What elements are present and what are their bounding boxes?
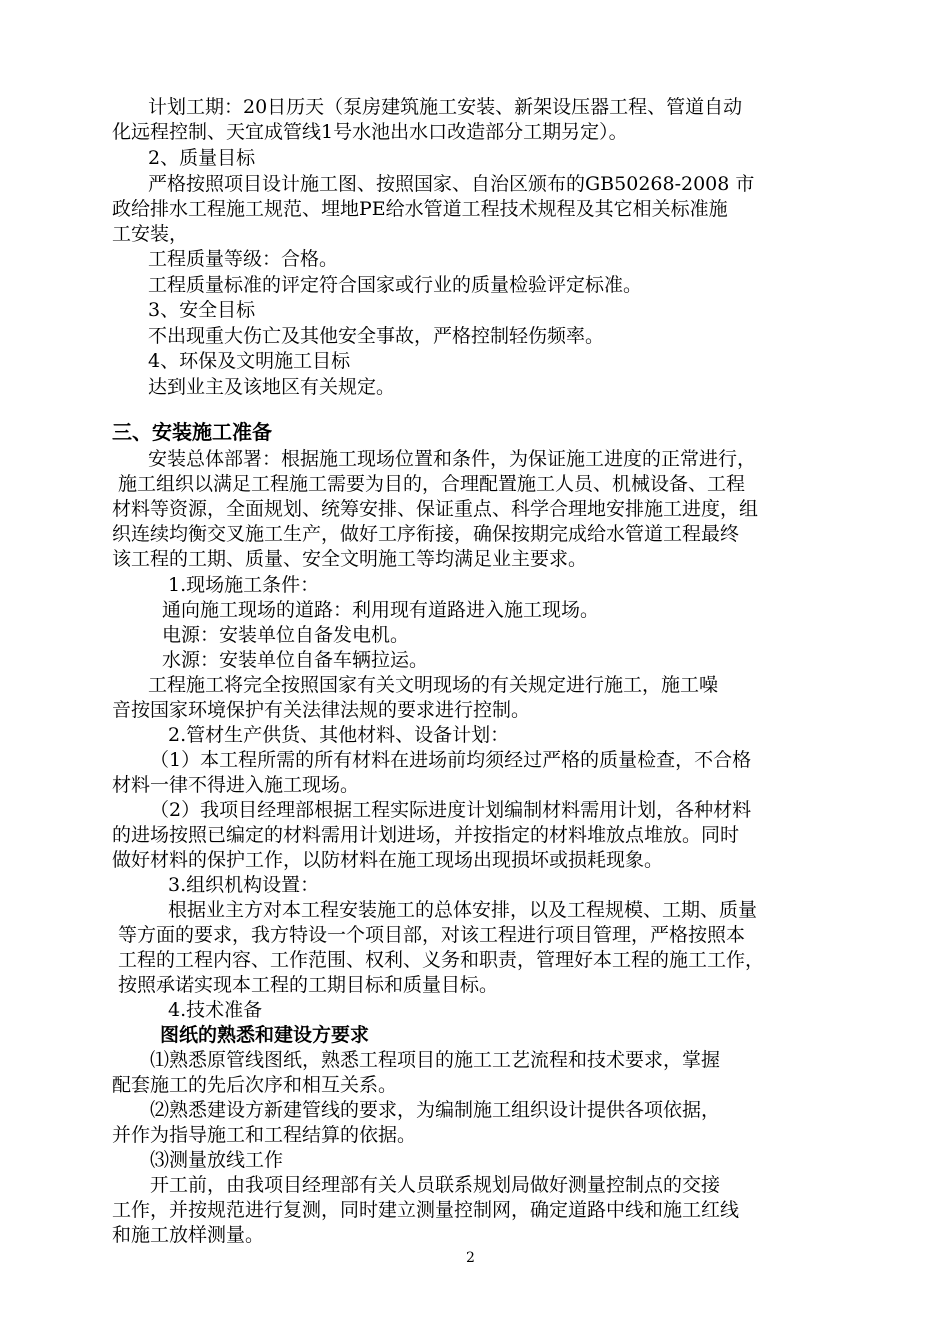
text-line: 工程的工程内容、工作范围、权利、义务和职责，管理好本工程的施工工作， (118, 949, 765, 971)
text-line: 2、质量目标 (148, 147, 256, 169)
text-line: 材料一律不得进入施工现场。 (112, 774, 360, 796)
subheading: 图纸的熟悉和建设方要求 (160, 1024, 370, 1046)
text-line: 计划工期：20日历天（泵房建筑施工安装、新架设压器工程、管道自动 (148, 96, 743, 118)
text-line: 通向施工现场的道路：利用现有道路进入施工现场。 (162, 599, 600, 621)
text-line: ⑶测量放线工作 (150, 1149, 284, 1171)
text-line: 织连续均衡交叉施工生产，做好工序衔接，确保按期完成给水管道工程最终 (112, 523, 740, 545)
text-line: 化远程控制、天宜成管线1号水池出水口改造部分工期另定）。 (112, 121, 628, 143)
text-line: 和施工放样测量。 (112, 1224, 265, 1246)
text-line: ⑴熟悉原管线图纸，熟悉工程项目的施工工艺流程和技术要求，掌握 (150, 1049, 721, 1071)
text-line: 并作为指导施工和工程结算的依据。 (112, 1124, 417, 1146)
text-line: 严格按照项目设计施工图、按照国家、自治区颁布的GB50268-2008 市 (148, 173, 755, 195)
text-line: 根据业主方对本工程安装施工的总体安排，以及工程规模、工期、质量 (168, 899, 758, 921)
text-line: 该工程的工期、质量、安全文明施工等均满足业主要求。 (112, 548, 588, 570)
text-line: 4.技术准备 (168, 999, 263, 1021)
page-number: 2 (466, 1250, 475, 1266)
text-line: 达到业主及该地区有关规定。 (148, 376, 396, 398)
text-line: 4、环保及文明施工目标 (148, 350, 351, 372)
text-line: 材料等资源，全面规划、统筹安排、保证重点、科学合理地安排施工进度，组 (112, 498, 759, 520)
text-line: 政给排水工程施工规范、埋地PE给水管道工程技术规程及其它相关标准施 (112, 198, 728, 220)
text-line: （1）本工程所需的所有材料在进场前均须经过严格的质量检查，不合格 (150, 749, 752, 771)
text-line: 的进场按照已编定的材料需用计划进场，并按指定的材料堆放点堆放。同时 (112, 824, 740, 846)
text-line: 施工组织以满足工程施工需要为目的，合理配置施工人员、机械设备、工程 (118, 473, 746, 495)
text-line: 配套施工的先后次序和相互关系。 (112, 1074, 398, 1096)
text-line: 等方面的要求，我方特设一个项目部，对该工程进行项目管理，严格按照本 (118, 924, 746, 946)
text-line: 工安装， (112, 223, 189, 245)
text-line: （2）我项目经理部根据工程实际进度计划编制材料需用计划，各种材料 (150, 799, 752, 821)
text-line: 工程质量等级：合格。 (148, 248, 339, 270)
text-line: 音按国家环境保护有关法律法规的要求进行控制。 (112, 699, 531, 721)
text-line: 电源：安装单位自备发电机。 (162, 624, 410, 646)
text-line: ⑵熟悉建设方新建管线的要求，为编制施工组织设计提供各项依据， (150, 1099, 721, 1121)
text-line: 工程质量标准的评定符合国家或行业的质量检验评定标准。 (148, 274, 643, 296)
text-line: 开工前，由我项目经理部有关人员联系规划局做好测量控制点的交接 (150, 1174, 721, 1196)
text-line: 水源：安装单位自备车辆拉运。 (162, 649, 429, 671)
text-line: 做好材料的保护工作，以防材料在施工现场出现损坏或损耗现象。 (112, 849, 664, 871)
text-line: 3、安全目标 (148, 299, 256, 321)
text-line: 3.组织机构设置： (168, 874, 320, 896)
section-heading: 三、安装施工准备 (112, 420, 272, 444)
text-line: 工程施工将完全按照国家有关文明现场的有关规定进行施工，施工噪 (148, 674, 719, 696)
text-line: 按照承诺实现本工程的工期目标和质量目标。 (118, 974, 499, 996)
text-line: 1.现场施工条件： (168, 574, 320, 596)
text-line: 工作，并按规范进行复测，同时建立测量控制网，确定道路中线和施工红线 (112, 1199, 740, 1221)
text-line: 2.管材生产供货、其他材料、设备计划： (168, 724, 510, 746)
text-line: 不出现重大伤亡及其他安全事故，严格控制轻伤频率。 (148, 325, 605, 347)
text-line: 安装总体部署：根据施工现场位置和条件，为保证施工进度的正常进行， (148, 448, 757, 470)
